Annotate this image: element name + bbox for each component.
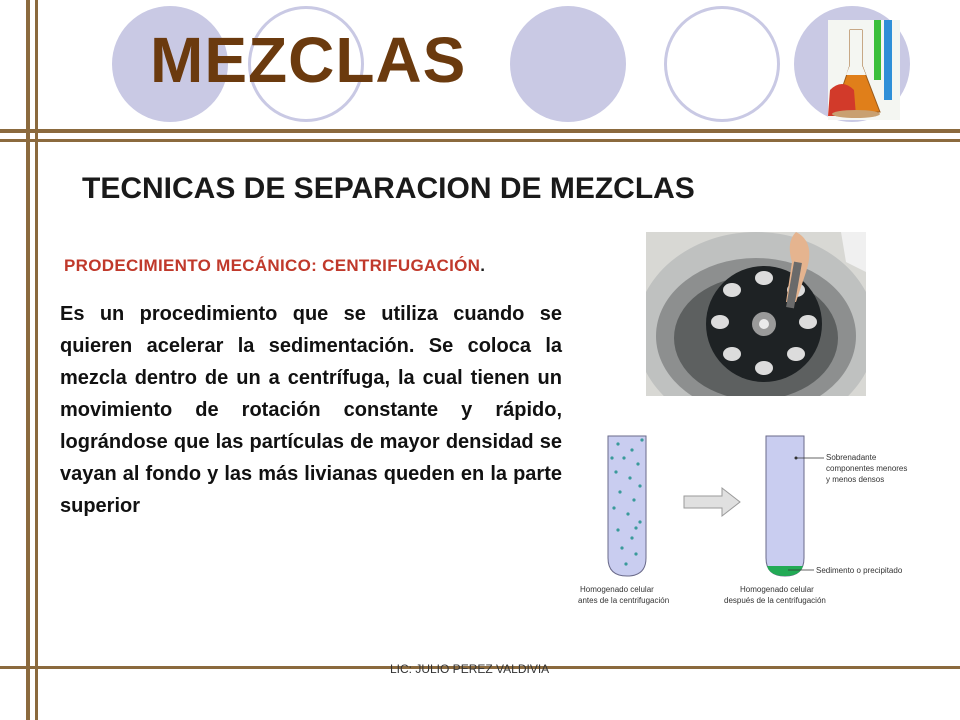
caption-after-1: Homogenado celular: [740, 585, 814, 594]
procedure-heading: [64, 256, 485, 276]
tube-before: [608, 436, 646, 576]
decor-circle: [510, 6, 626, 122]
body-paragraph: Es un procedimiento que se utiliza cuando se quieren acelerar la sedimentación. Se coloca la mezcla dentro de un a centrífuga, la cual tienen un movimiento de rotación constante y rápido, lográndose que las partículas de mayor densidad se vayan al fondo y las más livianas queden en la parte superior: [60, 303, 562, 517]
caption-after-2: después de la centrifugación: [724, 596, 826, 605]
caption-before-2: antes de la centrifugación: [578, 596, 670, 605]
centrifuge-photo: [646, 232, 866, 396]
label-supernatant-1: Sobrenadante: [826, 453, 877, 462]
decor-ring: [664, 6, 780, 122]
footer-author: LIC: JULIO PEREZ VALDIVIA: [390, 662, 550, 676]
slide-title: MEZCLAS: [150, 24, 467, 96]
frame-line-vertical: [26, 0, 30, 720]
procedure-suffix: .: [480, 256, 486, 275]
label-sediment: Sedimento o precipitado: [816, 566, 903, 575]
centrifugation-diagram: [572, 428, 952, 616]
slide-subtitle: TECNICAS DE SEPARACION DE MEZCLAS: [82, 172, 695, 205]
tube-after: [766, 436, 804, 576]
procedure-label: PRODECIMIENTO MECÁNICO: CENTRIFUGACIÓN: [64, 256, 481, 275]
lab-flasks-image: [828, 20, 900, 120]
arrow-icon: [684, 488, 740, 516]
caption-before-1: Homogenado celular: [580, 585, 654, 594]
label-supernatant-2: componentes menores: [826, 464, 908, 473]
frame-line-horizontal: [0, 139, 960, 142]
frame-line-horizontal: [0, 129, 960, 133]
frame-line-vertical: [35, 0, 38, 720]
label-supernatant-3: y menos densos: [826, 475, 885, 484]
